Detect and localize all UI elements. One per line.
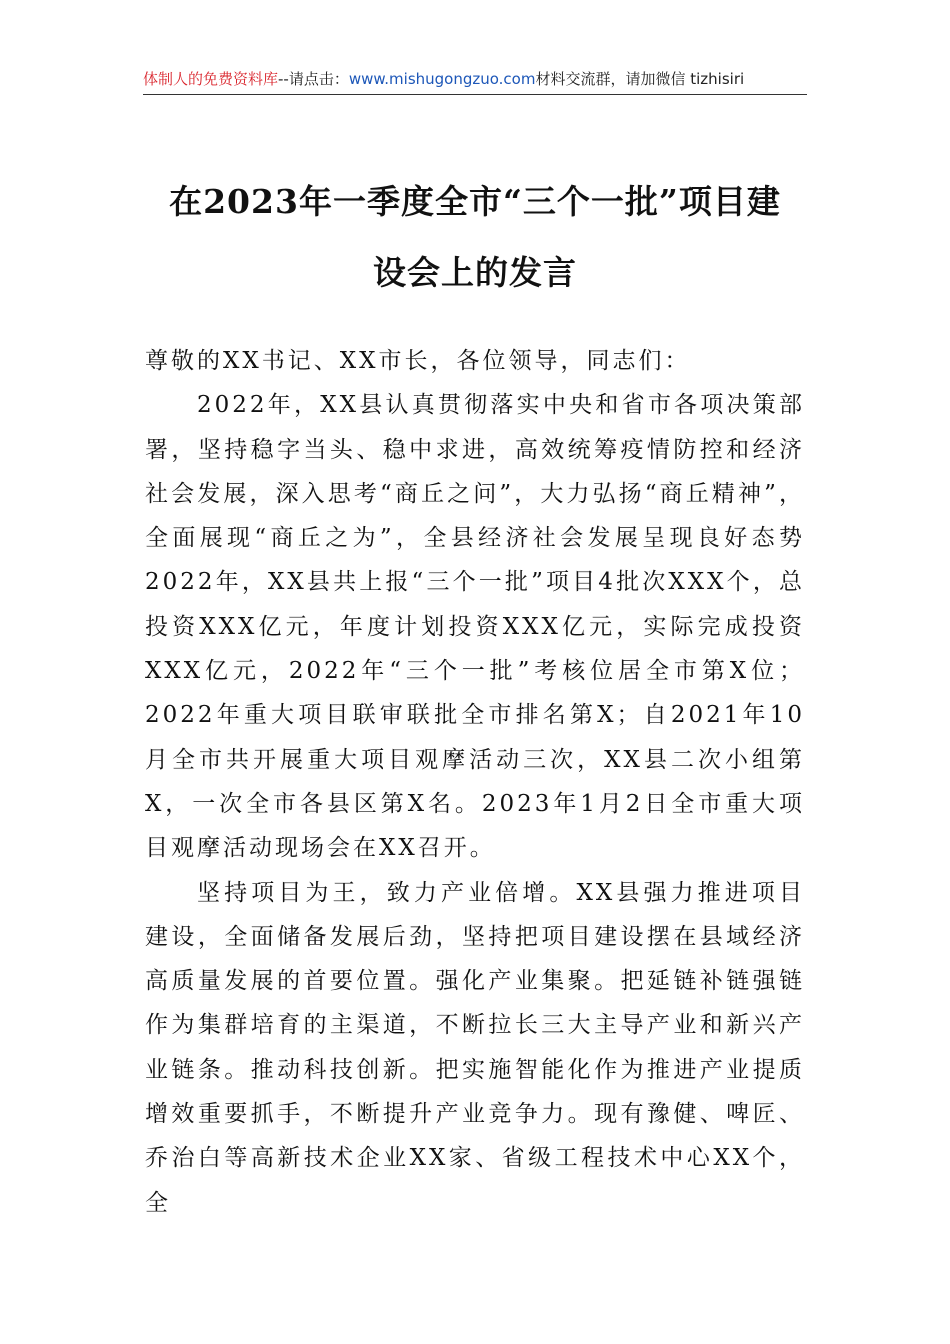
paragraph: 坚持项目为王，致力产业倍增。XX县强力推进项目建设，全面储备发展后劲，坚持把项目建设摆在县域经济高质量发展的首要位置。强化产业集聚。把延链补链强链作为集群培育的主渠道，不断拉长三大主导产业和新兴产业链条。推动科技创新。把实施智能化作为推进产业提质增效重要抓手，不断提升产业竞争力。现有豫健、啤匠、乔治白等高新技术企业XX家、省级工程技术中心XX个，全 xyxy=(145,879,805,1216)
document-title xyxy=(140,166,810,308)
page-header xyxy=(143,64,807,95)
document-title-line-1: 在2023年一季度全市“三个一批”项目建 xyxy=(169,182,781,221)
header-brand: 体制人的免费资料库 xyxy=(143,70,279,88)
header-website-link[interactable]: www.mishugongzuo.com xyxy=(348,70,536,88)
paragraph: 2022年，XX县认真贯彻落实中央和省市各项决策部署，坚持稳字当头、稳中求进，高效统筹疫情防控和经济社会发展，深入思考“商丘之问”，大力弘扬“商丘精神”，全面展现“商丘之为”，全县经济社会发展呈现良好态势2022年，XX县共上报“三个一批”项目4批次XXX个，总投资XXX亿元，年度计划投资XXX亿元，实际完成投资XXX亿元，2022年“三个一批”考核位居全市第X位；2022年重大项目联审联批全市排名第X；自2021年10月全市共开展重大项目观摩活动三次，XX县二次小组第X，一次全市各县区第X名。2023年1月2日全市重大项目观摩活动现场会在XX召开。 xyxy=(145,392,805,862)
document-body xyxy=(145,339,805,1225)
header-separator: --请点击： xyxy=(278,70,349,88)
document-title-line-2: 设会上的发言 xyxy=(373,253,577,292)
header-contact-text: 材料交流群，请加微信 tizhisiri xyxy=(535,70,745,88)
salutation: 尊敬的XX书记、XX市长，各位领导，同志们： xyxy=(145,348,691,374)
